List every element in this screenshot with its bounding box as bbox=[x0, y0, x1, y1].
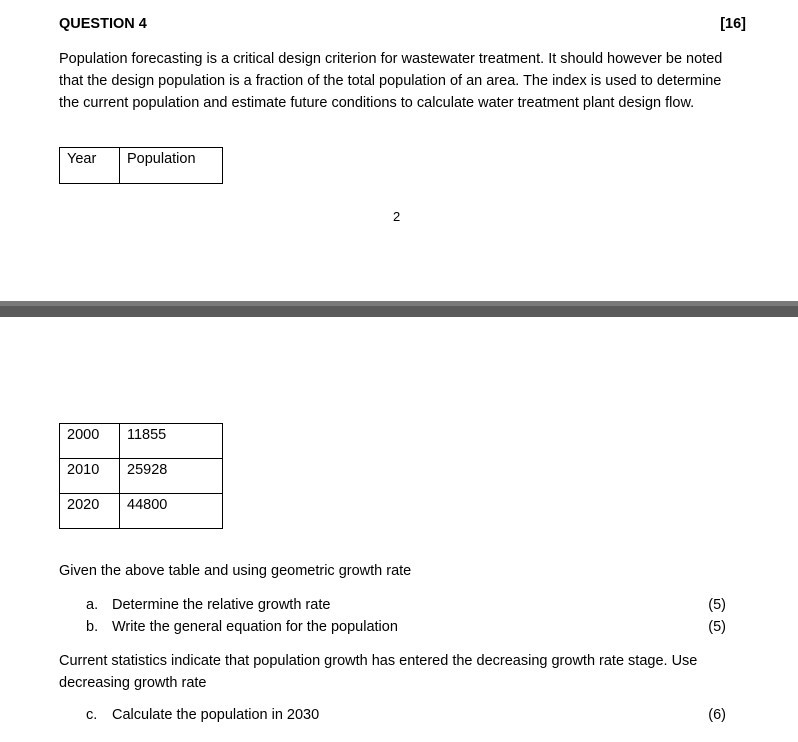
item-b-text: Write the general equation for the population bbox=[112, 619, 398, 635]
header-year: Year bbox=[60, 148, 120, 184]
question-title: QUESTION 4 bbox=[59, 16, 147, 32]
page-break-highlight bbox=[0, 301, 798, 306]
question-total-marks: [16] bbox=[720, 16, 746, 32]
item-c-text: Calculate the population in 2030 bbox=[112, 707, 320, 723]
decreasing-growth-statement: Current statistics indicate that population growth has entered the decreasing growth rate stage. Use decreasing growth rate bbox=[59, 653, 698, 691]
item-a-label: a. bbox=[86, 597, 99, 613]
population-table bbox=[59, 423, 223, 529]
item-c-marks: (6) bbox=[708, 707, 726, 723]
item-a-marks: (5) bbox=[708, 597, 726, 613]
table-row bbox=[60, 459, 223, 494]
cell-population: 11855 bbox=[120, 424, 223, 459]
table-row bbox=[60, 424, 223, 459]
cell-year: 2020 bbox=[60, 494, 120, 529]
item-b-label: b. bbox=[86, 619, 99, 635]
cell-population: 25928 bbox=[120, 459, 223, 494]
intro-paragraph: Population forecasting is a critical design criterion for wastewater treatment. It should however be noted that the design population is a fraction of the total population of an area. The index is used to determine the current population and estimate future conditions to calculate water treatment plant design flow. bbox=[59, 51, 723, 111]
table-header bbox=[59, 147, 223, 184]
item-c-label: c. bbox=[86, 707, 98, 723]
table-row bbox=[60, 494, 223, 529]
given-statement: Given the above table and using geometric growth rate bbox=[59, 563, 412, 579]
item-a-text: Determine the relative growth rate bbox=[112, 597, 331, 613]
cell-year: 2000 bbox=[60, 424, 120, 459]
cell-year: 2010 bbox=[60, 459, 120, 494]
page-number: 2 bbox=[393, 209, 401, 224]
item-b-marks: (5) bbox=[708, 619, 726, 635]
header-population: Population bbox=[120, 148, 223, 184]
cell-population: 44800 bbox=[120, 494, 223, 529]
